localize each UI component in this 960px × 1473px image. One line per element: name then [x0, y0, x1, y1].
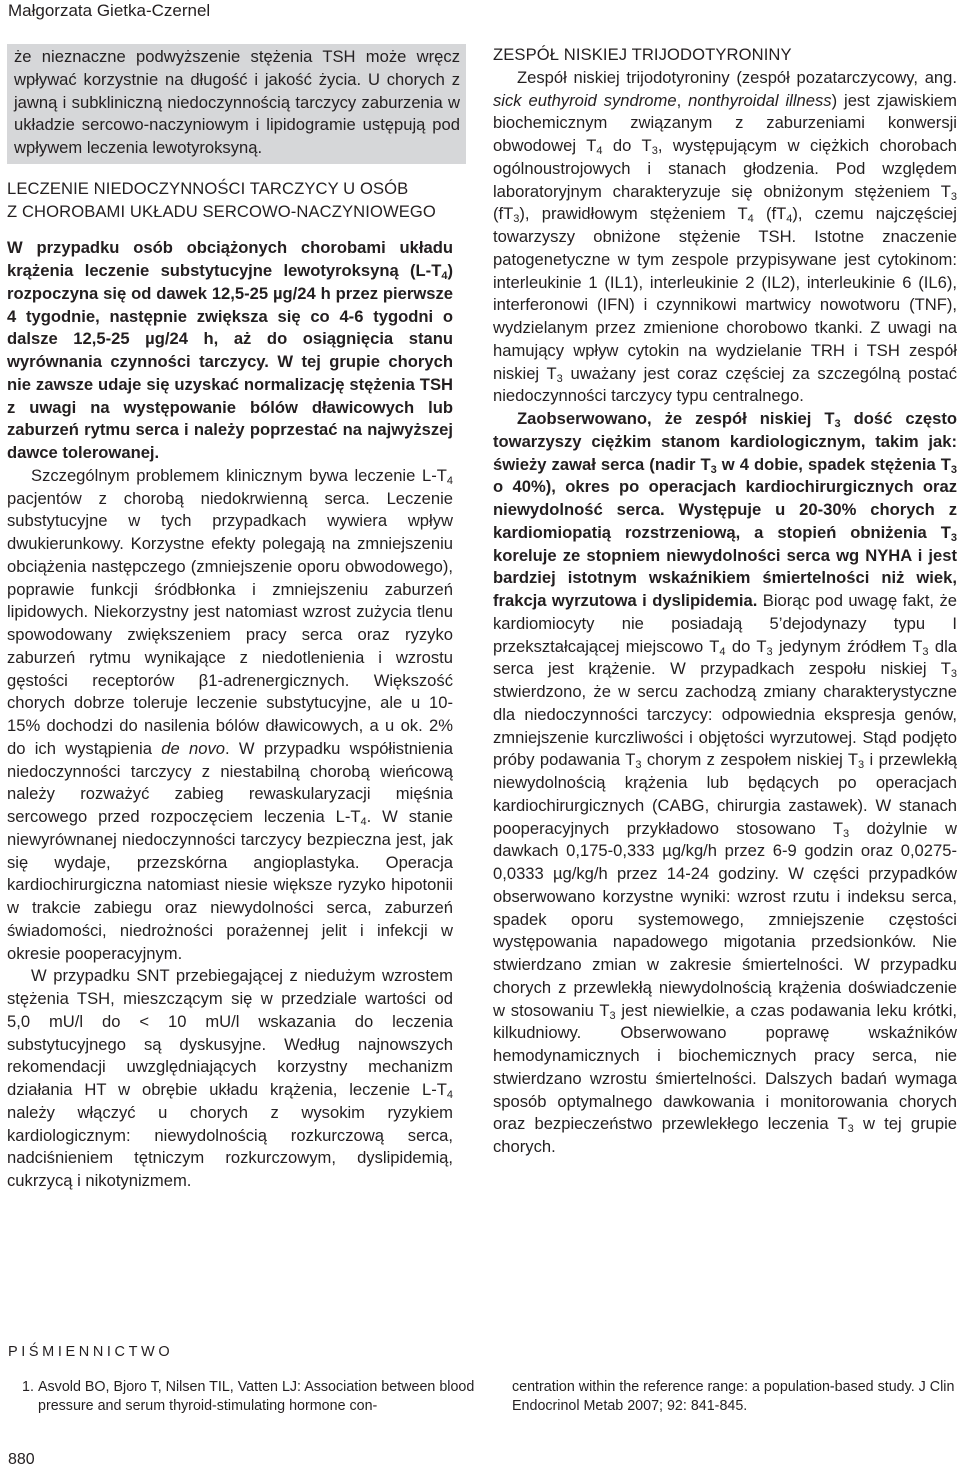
reference-number: 1.: [22, 1379, 34, 1395]
running-head-author: Małgorzata Gietka-Czernel: [8, 1, 211, 20]
left-column: [7, 44, 460, 1193]
reference-text: Asvold BO, Bjoro T, Nilsen TIL, Vatten LJ: Association between blood pressure and serum thyroid-stimulating hormone con-: [38, 1379, 475, 1414]
section-heading-lt4-cardiac: [7, 178, 453, 224]
right-column: [493, 44, 957, 1159]
highlighted-paragraph: że nieznaczne podwyższenie stężenia TSH może wręcz wpływać korzystnie na długość i jakość życia. U chorych z jawną i subkliniczną niedoczynnością tarczycy zaburzenia w układzie sercowo-naczyniowym i lipidogramie ustępują pod wpływem leczenia lewotyroksyną.: [7, 44, 466, 164]
body-paragraph: W przypadku SNT przebiegającej z niedużym wzrostem stężenia TSH, mieszczącym się w przedziale wartości od 5,0 mU/l do < 10 mU/l wskazania do leczenia substytucyjnego są dyskusyjne. Według najnowszych rekomendacji uwzględniających korzystny mechanizm działania HT w obrębie układu krążenia, leczenie $L-T_4$ należy włączyć u chorych z wysokim ryzykiem kardiologicznym: niewydolnością rozkurczową serca, nadciśnieniem tętniczym rozkurczowym, dyslipidemią, cukrzycą i nikotynizmem.: [7, 966, 453, 1190]
heading-line: LECZENIE NIEDOCZYNNOŚCI TARCZYCY U OSÓB: [7, 178, 409, 198]
body-paragraph: Zaobserwowano, że zespół niskiej $T_3$ dość często towarzyszy ciężkim stanom kardiologicznym, takim jak: świeży zawał serca (nadir $T_3$ w 4 dobie, spadek stężenia $T_3$ o 40%), okres po operacjach kardiochirurgicznych oraz niewydolność serca. Występuje u 20-30% chorych z kardiomiopatią rozstrzeniową, a stopień obniżenia $T_3$ koreluje ze stopniem niewydolności serca wg NYHA i jest bardziej istotnym wskaźnikiem śmiertelności niż wiek, frakcja wyrzutowa i dyslipidemia. Biorąc pod uwagę fakt, że kardiomiocyty nie posiadają 5’dejodynazy typu I przekształcającej miejscowo $T_4$ do $T_3$ jedynym źródłem $T_3$ dla serca jest krążenie. W przypadkach zespołu niskiej $T_3$ stwierdzono, że w sercu zachodzą zmiany charakterystyczne dla niedoczynności tarczycy: odpowiednia ekspresja genów, zmniejszenie kurczliwości i objętości wyrzutowej. Stąd podjęto próby podawania $T_3$ chorym z zespołem niskiej $T_3$ i przewlekłą niewydolnością krążenia lub będących po operacjach kardiochirurgicznych (CABG, chirurgia zastawek). W stanach pooperacyjnych przykładowo stosowano $T_3$ dożylnie w dawkach 0,175-0,333 µg/kg/h przez 6-9 godzin oraz 0,0275-0,0333 µg/kg/h przez 14-24 godziny. W części przypadków obserwowano korzystne wyniki: wzrost rzutu i indeksu serca, spadek oporu systemowego, zmniejszenie częstości występowania napadowego migotania przedsionków. Nie stwierdzano zmian w zakresie śmiertelności. W przypadku chorych z przewlekłą niewydolnością krążenia doświadczenie w stosowaniu $T_3$ jest niewielkie, a czas podawania leku krótki, kilkudniowy. Obserwowano poprawę wskaźników hemodynamicznych i biochemicznych pracy serca, nie stwierdzano wzrostu śmiertelności. Dalszych badań wymaga sposób optymalnego dawkowania i monitorowania chorych oraz bezpieczeństwo przewlekłego leczenia $T_3$ w tej grupie chorych.: [493, 409, 957, 1156]
bold-paragraph: W przypadku osób obciążonych chorobami układu krążenia leczenie substytucyjne lewotyroksyną $(L-T_4)$ rozpoczyna się od dawek 12,5-25 µg/24 h przez pierwsze 4 tygodnie, następnie zwiększa się co 4-6 tygodni o dalsze 12,5-25 µg/24 h, aż do osiągnięcia stanu wyrównania czynności tarczycy. W tej grupie chorych nie zawsze udaje się uzyskać normalizację stężenia TSH z uwagi na występowanie bólów dławicowych lub zaburzeń rytmu serca i należy poprzestać na najwyższej dawce tolerowanej.: [7, 238, 453, 462]
heading-line: Z CHOROBAMI UKŁADU SERCOWO-NACZYNIOWEGO: [7, 201, 436, 221]
page-number: 880: [8, 1451, 35, 1468]
body-paragraph: Zespół niskiej trijodotyroniny (zespół pozatarczycowy, ang. sick euthyroid syndrome, nonthyroidal illness) jest zjawiskiem biochemicznym związanym z zaburzeniami konwersji obwodowej $T_4$ do $T_3$, występującym w ciężkich chorobach ogólnoustrojowych i stanach głodzenia. Pod względem laboratoryjnym charakteryzuje się obniżonym stężeniem $T_3$ $(fT_3)$, prawidłowym stężeniem $T_4$ $(fT_4)$, czemu najczęściej towarzyszy obniżone stężenie TSH. Istotne znaczenie patogenetyczne w tym zespole przypisywane jest cytokinom: interleukinie 1 (IL1), interleukinie 2 (IL2), interleukinie 6 (IL6), interferonowi (IFN) i czynnikowi martwicy nowotworu (TNF), wydzielanym przez zmienione chorobowo tkanki. Z uwagi na hamujący wpływ cytokin na wydzielanie TRH i TSH zespół niskiej $T_3$ uważany jest coraz częściej za szczególną postać niedoczynności tarczycy typu centralnego.: [493, 67, 958, 406]
reference-item: [22, 1378, 482, 1415]
section-heading-low-t3: ZESPÓŁ NISKIEJ TRIJODOTYRONINY: [493, 45, 792, 64]
reference-continuation: centration within the reference range: a population-based study. J Clin Endocrinol Metab 2007; 92: 841-845.: [512, 1379, 955, 1414]
references-title: PIŚMIENNICTWO: [8, 1344, 174, 1360]
body-paragraph: Szczególnym problemem klinicznym bywa leczenie $L-T_4$ pacjentów z chorobą niedokrwienną serca. Leczenie substytucyjne w tych przypadkach wywiera wpływ dwukierunkowy. Korzystne efekty polegają na zmniejszeniu obciążenia następczego (zmniejszenie oporu obwodowego), poprawie funkcji śródbłonka i zmniejszeniu zaburzeń lipidowych. Niekorzystny jest natomiast wzrost zużycia tlenu spowodowany zwiększeniem pracy serca oraz ryzyko zaburzeń rytmu wynikające z niedotlenienia i wzrostu gęstości receptorów β1-adrenergicznych. Większość chorych dobrze toleruje leczenie substytucyjne, ale u 10-15% dochodzi do nasilenia bólów dławicowych, a u ok. 2% do ich wystąpienia de novo. W przypadku współistnienia niedoczynności tarczycy z niestabilną chorobą wieńcową należy rozważyć zabieg rewaskularyzacji mięśnia sercowego przed rozpoczęciem leczenia $L-T_4$. W stanie niewyrównanej niedoczynności tarczycy bezpieczna jest, jak się wydaje, przezskórna angioplastyka. Operacja kardiochirurgiczna natomiast niesie większe ryzyko hipotonii w trakcie zabiegu oraz niewydolności serca, zaburzeń świadomości, niedrożności porażennej jelit i infekcji w okresie pooperacyjnym.: [7, 465, 453, 963]
